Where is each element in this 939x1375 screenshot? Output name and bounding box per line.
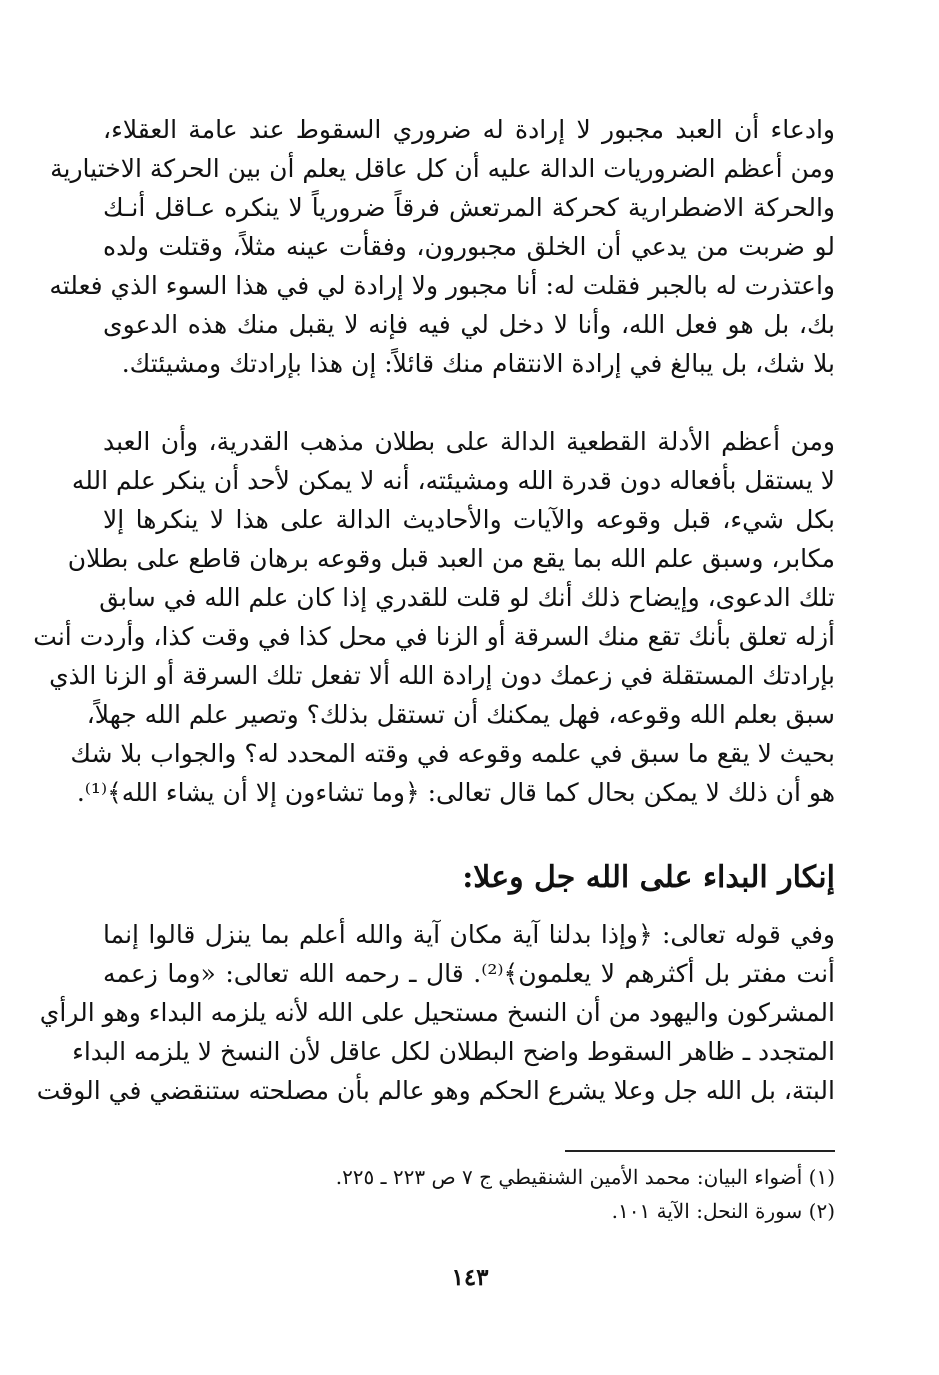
text-line: بحيث لا يقع ما سبق في علمه وقوعه في وقته المحدد له؟ والجواب بلا شك <box>70 739 835 768</box>
footnote-2: (٢) سورة النحل: الآية ١٠١. <box>611 1199 835 1223</box>
text-line: سبق بعلم الله وقوعه، فهل يمكنك أن تستقل بذلك؟ وتصير علم الله جهلاً، <box>86 700 835 729</box>
footnote-separator <box>565 1150 835 1152</box>
text-line: بإرادتك المستقلة في زعمك دون إرادة الله ألا تفعل تلك السرقة أو الزنا الذي <box>49 661 835 690</box>
text-line: لا يستقل بأفعاله دون قدرة الله ومشيئته، أنه لا يمكن لأحد أن ينكر علم الله <box>71 466 835 495</box>
text-line: البتة، بل الله جل وعلا يشرع الحكم وهو عالم بأن مصلحته ستنقضي في الوقت <box>36 1076 835 1105</box>
text-line: تلك الدعوى، وإيضاح ذلك أنك لو قلت للقدري إذا كان علم الله في سابق <box>99 583 835 612</box>
text-line: أزله تعلق بأنك تقع منك السرقة أو الزنا في محل كذا في وقت كذا، وأردت أنت <box>33 622 835 651</box>
text-line: ومن أعظم الأدلة القطعية الدالة على بطلان مذهب القدرية، وأن العبد <box>103 427 835 456</box>
text-line: مكابر، وسبق علم الله بما يقع من العبد قبل وقوعه برهان قاطع على بطلان <box>67 544 835 573</box>
text-line: أنت مفتر بل أكثرهم لا يعلمون﴾⁽²⁾. قال ـ رحمه الله تعالى: «وما زعمه <box>103 959 835 988</box>
text-line: وفي قوله تعالى: ﴿وإذا بدلنا آية مكان آية والله أعلم بما ينزل قالوا إنما <box>103 920 835 949</box>
text-line: المتجدد ـ ظاهر السقوط واضح البطلان لكل عاقل لأن النسخ لا يلزمه البداء <box>72 1037 835 1066</box>
section-heading: إنكار البداء على الله جل وعلا: <box>462 860 835 895</box>
text-line: بكل شيء، قبل وقوعه والآيات والأحاديث الدالة على هذا لا ينكرها إلا <box>103 505 835 534</box>
text-line: واعتذرت له بالجبر فقلت له: أنا مجبور ولا إرادة لي في هذا السوء الذي فعلته <box>49 271 835 300</box>
text-line: والحركة الاضطرارية كحركة المرتعش فرقاً ضرورياً لا ينكره عـاقل أنـك <box>103 193 835 222</box>
text-line: بك، بل هو فعل الله، وأنا لا دخل لي فيه فإنه لا يقبل منك هذه الدعوى <box>103 310 835 339</box>
text-line: بلا شك، بل يبالغ في إرادة الانتقام منك قائلاً: إن هذا بإرادتك ومشيئتك. <box>121 349 835 378</box>
text-line: ومن أعظم الضروريات الدالة عليه أن كل عاقل يعلم أن بين الحركة الاختيارية <box>50 154 835 183</box>
text-line: وادعاء أن العبد مجبور لا إرادة له ضروري السقوط عند عامة العقلاء، <box>103 115 835 144</box>
text-line: المشركون واليهود من أن النسخ مستحيل على الله لأنه يلزمه البداء وهو الرأي <box>39 998 835 1027</box>
text-line: لو ضربت من يدعي أن الخلق مجبورون، وفقأت عينه مثلاً، وقتلت ولده <box>103 232 835 261</box>
footnote-1: (١) أضواء البيان: محمد الأمين الشنقيطي ج ٧ ص ٢٢٣ ـ ٢٢٥. <box>335 1165 835 1189</box>
page-number: ١٤٣ <box>451 1264 489 1291</box>
text-line: هو أن ذلك لا يمكن بحال كما قال تعالى: ﴿وما تشاءون إلا أن يشاء الله﴾⁽¹⁾. <box>76 778 835 807</box>
